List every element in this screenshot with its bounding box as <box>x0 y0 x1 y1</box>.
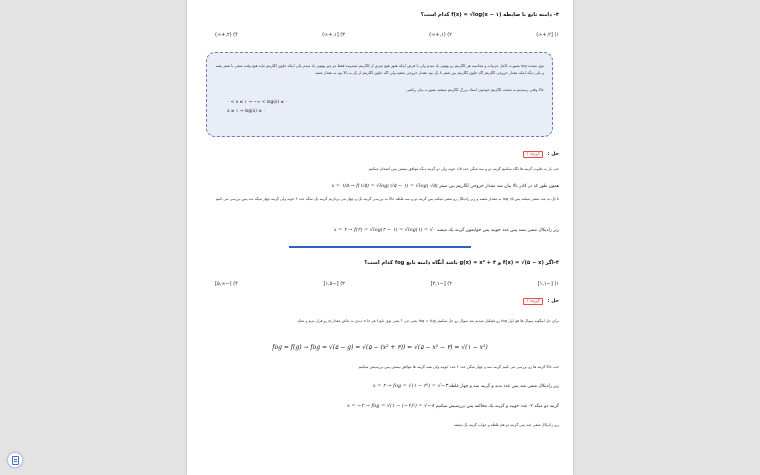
option-4: ۴) (−∞,۵] <box>215 281 238 287</box>
option-2: ۲) (۱,+∞) <box>429 32 452 38</box>
solution-1-header <box>523 151 559 158</box>
solution-1-eq-2 <box>201 227 559 233</box>
option-4: ۴) (۲,+∞) <box>215 32 238 38</box>
eq-3-text: زیر رادیکال منفی شد پس عدد بدیه و گزینه سه و چهار غلطه <box>449 384 559 389</box>
inequality-2: x ≥ ۱ → log(x) ≥ ۰ <box>227 109 266 114</box>
eq-2-math: x = ۲ → f(۲) = √log(۲ − ۱) = √log(۱) = √۰ <box>333 227 436 233</box>
solution-1-label: حل : <box>547 152 559 157</box>
eq-4-math: x = −۲ → fog = √(۱ − (−۲)²) = √−۸ <box>346 403 435 409</box>
question-4-title: ۴-اگر f(x) = √(۵ − x) و g(x) = x² + ۴ باشد آنگاه دامنه تابع fog کدام است؟ <box>364 260 559 266</box>
option-3: ۳) [۱,+∞) <box>322 32 345 38</box>
document-page <box>187 0 573 475</box>
option-2: ۲) [−۲,۱] <box>430 281 452 287</box>
solution-2-text-4: زیر رادیکال منفی شد پس گزینه دو هم غلطه و جواب گزینه یک میشه <box>453 423 559 427</box>
document-icon <box>12 456 19 465</box>
answer-badge: گزینه ۱ <box>523 298 543 305</box>
solution-1-text-1: خب باز به تفاوت گزینه ها نگاه میکنیم گزینه دو و سه میگن عدد ۱/۵ خوبه ولی دو گزینه دیگه موافق نیستن پس امتحان میکنیم <box>368 167 559 171</box>
solution-2-text-1: برای حل اینگونه سوال ها هم اول fog رو تشکیل میدیم بعد سوال رو حل میکنیم fog = f(g) یعنی چی ؟ یعنی توی تابع f هر جا x دیدی به جاش مقدار g رو قرار بدیم و تمام <box>297 319 559 323</box>
note-box <box>206 52 553 137</box>
solution-1-text-2: تا یک یه عدد منفی میشه پس log۰/۵ یه مقدار منفیه و زیر رادیکال رو منفی میکنه پس گزینه دو و سه غلطه حالا به بررسی گزینه یک و چهار می پردازیم گزینه یک میگه عدد ۲ خوبه ولی گزینه چهار میگه بده پس بررسی می کنیم <box>215 197 559 201</box>
note-paragraph-1: نوی مبحث log بصورت کامل جزییات و محاسبه هر لگاریتم رو بهتون یاد میدم ولی با فرض اینکه هنوز هیچ چیزی از لگاریتم نمیدونید فقط دو چیز بهتون یاد میدم یکی اینکه جلوی لگاریتم نباید هیچ وقت منفی یا صفر بشه و یکی دیگه اینکه مقدار خروجی لگاریتم اگه جلوی لگاریتم بین صفر تا یک بود مقدار خروجی منفیه ولی اگه جلوی لگاریتم از یک به بالا بود به مقدار مثبته <box>215 64 544 75</box>
eq-3-math: x = ۲ → fog = √(۱ − ۲²) = √−۳ <box>372 383 448 389</box>
solution-2-header <box>523 298 559 305</box>
question-3-options <box>215 32 559 38</box>
answer-badge: گزینه ۱ <box>523 151 543 158</box>
solution-2-eq-2 <box>201 383 559 389</box>
question-3-title: ۳- دامنه تابع با ضابطه f(x) = √log(x − ۱) کدام است؟ <box>420 12 559 18</box>
eq-1-text: همون طور که در کادر بالا بیان شد مقدار خروجی لگاریتم بین صفر <box>439 184 559 189</box>
solution-2-text-2: خب حالا گزینه ها رو بررسی می کنیم گزینه سه و چهار میگن عدد ۲ عدد خوبیه ولی بقیه گزینه ها موافق نیستن پس بررسیش میکنیم <box>358 365 559 369</box>
option-1: ۱) [۲,+∞) <box>536 32 559 38</box>
solution-2-label: حل : <box>547 299 559 304</box>
eq-4-text: گزینه دو میگه ۲- عدد خوبیه و گزینه یک مخالفه پس بررسیش میکنیم <box>435 404 559 409</box>
option-3: ۳) [−۱,۵] <box>323 281 345 287</box>
inequality-1: ۰ < x ≤ ۱ → −∞ < log(x) ≤ ۰ <box>227 100 288 105</box>
solution-2-eq-3 <box>201 403 559 409</box>
option-1: ۱) [−۱,۱] <box>537 281 559 287</box>
document-icon-button[interactable] <box>7 452 23 468</box>
question-4-options <box>215 281 559 287</box>
solution-1-eq-1 <box>201 183 559 189</box>
solution-2-main-equation: fog = f(g) → fog = √(۵ − g) = √(۵ − (x² + ۴)) = √(۵ − x² − ۴) = √(۱ − x²) <box>272 344 488 351</box>
section-divider <box>289 246 471 248</box>
inequality-block <box>227 98 288 116</box>
note-paragraph-2: حالا وقتی رسیدیم به مبحث لگاریتم خودتون استاد بزرگ لگاریتم میشید بصورت بیان ریاضی <box>406 87 544 92</box>
eq-1-math: x = ۱/۵ → f(۱/۵) = √log(۱/۵ − ۱) = √log(۰/۵) <box>331 183 438 189</box>
eq-2-text: زیر رادیکال منفی نشد پس عدد خوبیه پس جوابمون گزینه یک میشه <box>437 228 559 233</box>
